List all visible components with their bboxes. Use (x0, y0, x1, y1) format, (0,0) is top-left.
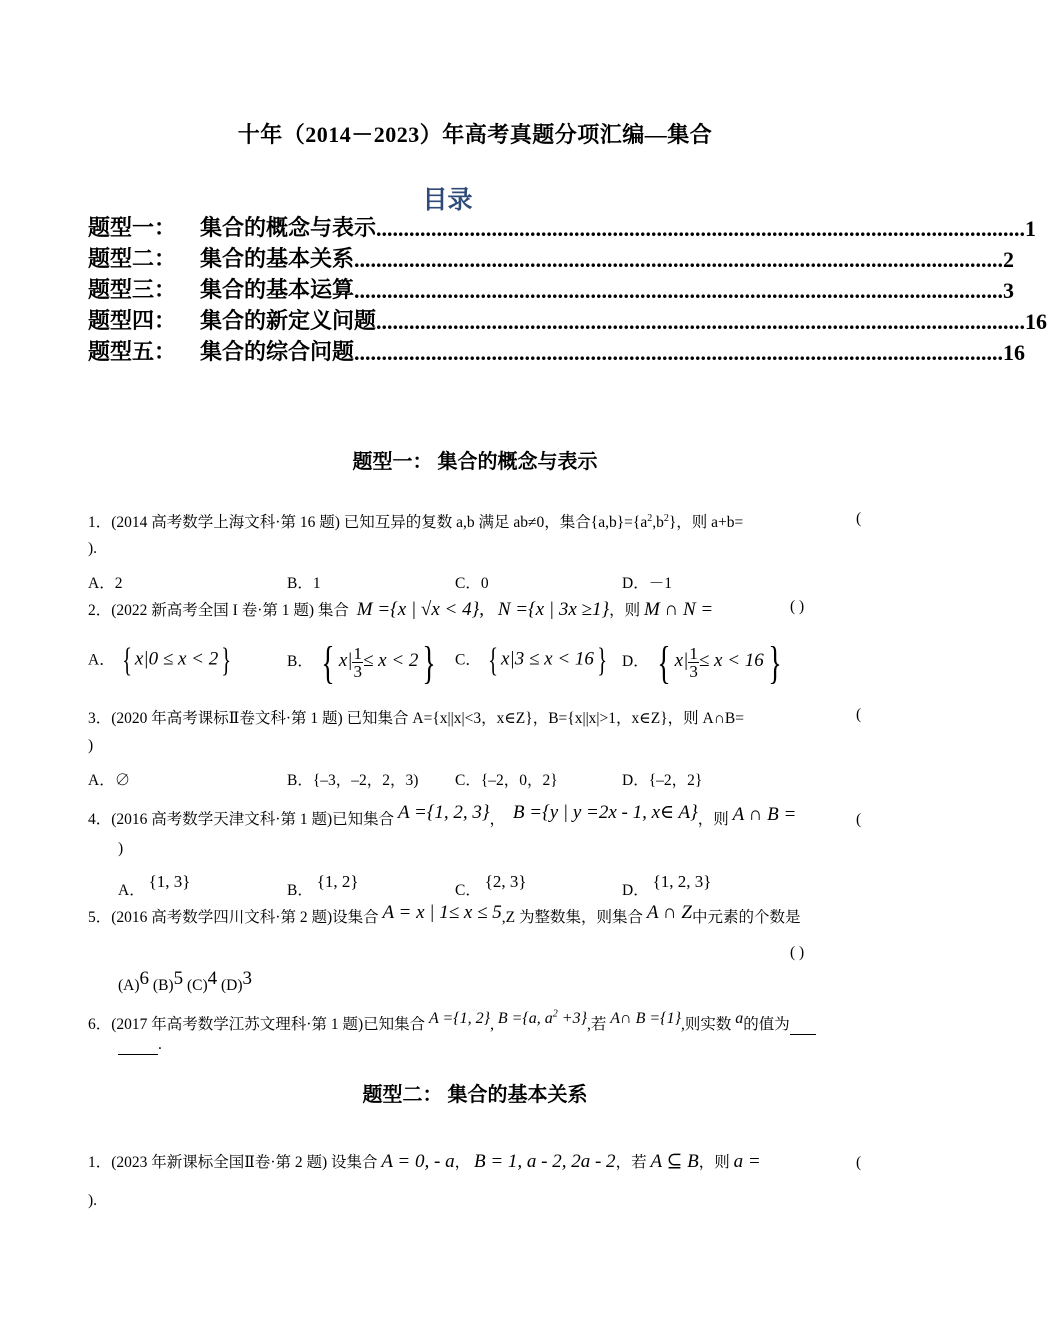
question-text: 2．(2022 新高考全国 I 卷·第 1 题) 集合 (88, 602, 349, 619)
toc-section-label: 题型二： (88, 246, 177, 271)
question-4-stem (88, 802, 797, 830)
option-c[interactable] (186, 968, 218, 994)
toc-section-label: 题型一： (88, 215, 177, 240)
toc-entry[interactable] (88, 338, 1026, 366)
option-a[interactable] (118, 968, 150, 994)
brace-icon: { (656, 637, 671, 688)
option-label: B． (287, 653, 313, 671)
question-text: ，则 (609, 602, 641, 619)
question-text: ,Z 为整数集，则集合 (501, 909, 643, 926)
math-expression: B ={a, a (497, 1010, 553, 1027)
toc-entry[interactable] (88, 214, 1037, 242)
question-text: 1．(2014 高考数学上海文科·第 16 题) 已知互异的复数 a,b 满足 ab≠0，集合{a,b}={a (88, 514, 648, 531)
option-label: C． (455, 882, 481, 899)
math-set-b: B ={a, $a^2 +3$} (497, 1008, 587, 1027)
question-2-stem (88, 598, 713, 621)
answer-blank[interactable] (118, 1036, 158, 1055)
brace-icon: } (597, 642, 607, 679)
option-b[interactable]: B．{–3，–2，2，3) (287, 772, 419, 789)
math-set-a: A ={1, 2} (429, 1010, 491, 1027)
toc-entry[interactable] (88, 276, 1015, 304)
brace-icon: } (422, 637, 437, 688)
question-text: ,若 (587, 1016, 607, 1033)
toc-page-number: 16 (1025, 309, 1047, 334)
option-b[interactable]: B．1 (287, 575, 321, 592)
option-label: A． (118, 882, 145, 899)
option-a[interactable]: A．∅ (88, 772, 131, 789)
question-text: ，若 (615, 1154, 647, 1171)
option-label: (D) (221, 977, 243, 994)
toc-section-label: 题型四： (88, 308, 177, 333)
question-text: 4．(2016 高考数学天津文科·第 1 题)已知集合 (88, 811, 395, 828)
question-5-stem (88, 902, 801, 928)
question-text-continued: ) (88, 737, 94, 754)
option-a[interactable] (118, 870, 191, 899)
math-expression: A ∩ Z (646, 902, 692, 923)
section-heading: 题型二： 集合的基本关系 (362, 1084, 588, 1106)
math-set-n: N ={x | 3x ≥1} (497, 599, 610, 620)
math-expression: x|0 ≤ x < 2 (134, 648, 219, 670)
question-1-stem (88, 1150, 761, 1173)
option-b[interactable] (152, 968, 184, 994)
brace-icon: { (121, 642, 132, 679)
question-text: 5．(2016 高考数学四川文科·第 2 题)设集合 (88, 909, 379, 926)
section-heading: 题型一： 集合的概念与表示 (352, 451, 598, 473)
math-set-a: A = 0, - a (381, 1151, 455, 1172)
question-6-stem (88, 1008, 816, 1035)
option-c[interactable] (455, 642, 610, 680)
answer-paren: ( (856, 1154, 862, 1171)
toc-section-name: 集合的概念与表示 (200, 215, 377, 240)
option-value: 5 (173, 968, 184, 989)
toc-leader-dots: ...................................................................................................................... (354, 340, 1004, 365)
brace-icon: { (321, 637, 335, 688)
question-text-continued (118, 1036, 162, 1055)
math-expression: {1, 3} (148, 872, 191, 891)
option-label: D． (622, 653, 649, 671)
option-c[interactable]: C．0 (455, 575, 489, 592)
math-set-a: A = x | 1≤ x ≤ 5 (382, 902, 502, 923)
math-expression: {1, 2, 3} (652, 872, 712, 891)
math-expression: A ∩ B = (732, 804, 797, 825)
toc-leader-dots: ...................................................................................................................... (354, 278, 1004, 303)
option-value: 6 (139, 968, 150, 989)
math-expression: M ∩ N = (643, 599, 714, 620)
question-text: ，则 (698, 1154, 730, 1171)
math-variable: a (735, 1010, 744, 1027)
question-text: 中元素的个数是 (691, 909, 801, 926)
option-d[interactable]: D．{–2，2} (622, 772, 703, 789)
option-label: A． (88, 651, 115, 669)
brace-icon: } (768, 637, 782, 688)
question-text: }，则 a+b= (668, 514, 744, 531)
option-b[interactable] (287, 636, 441, 689)
question-text: ， (489, 811, 506, 828)
question-text: ,b (652, 514, 664, 531)
answer-paren: ( ) (790, 944, 805, 961)
options-row (118, 968, 253, 996)
toc-leader-dots: ...................................................................................................................... (376, 309, 1026, 334)
toc-section-label: 题型三： (88, 277, 177, 302)
math-set-a: A ={1, 2, 3} (398, 802, 490, 823)
math-expression: {1, 2} (316, 872, 359, 891)
question-1-stem: 1．(2014 高考数学上海文科·第 16 题) 已知互异的复数 a,b 满足 ab≠0，集合$\{a,b\}=\{a^2,b^2\}$，则 a+b= (88, 512, 744, 531)
toc-entry[interactable] (88, 307, 1047, 335)
option-a[interactable] (88, 642, 235, 680)
option-label: (B) (152, 977, 174, 994)
toc-page-number: 16 (1003, 340, 1026, 365)
option-d[interactable] (622, 636, 786, 689)
math-expression: a = (733, 1151, 761, 1172)
toc-entry[interactable] (88, 245, 1015, 273)
option-d[interactable] (221, 968, 253, 994)
question-text: 1．(2023 年新课标全国Ⅱ卷·第 2 题) 设集合 (88, 1154, 378, 1171)
answer-paren: ( (856, 706, 862, 723)
brace-icon: { (487, 642, 498, 679)
option-c[interactable]: C．{–2，0，2} (455, 772, 558, 789)
math-expression: x| (674, 650, 689, 672)
option-label: (C) (186, 977, 208, 994)
brace-icon: } (221, 642, 232, 679)
answer-blank[interactable] (790, 1016, 816, 1035)
option-label: B． (287, 882, 313, 899)
toc-section-label: 题型五： (88, 339, 177, 364)
math-expression: ≤ x < 2 (362, 650, 419, 672)
option-a[interactable]: A．2 (88, 575, 123, 592)
question-text: ,则实数 (680, 1016, 732, 1033)
toc-section-name: 集合的基本运算 (200, 277, 355, 302)
question-text: ，则 (697, 811, 729, 828)
question-text-continued: ) (118, 840, 124, 857)
document-title: 十年（2014－2023）年高考真题分项汇编—集合 (237, 122, 713, 147)
option-d[interactable]: D．－1 (622, 575, 672, 592)
option-c[interactable] (455, 870, 527, 899)
math-expression: ≤ x < 16 (698, 650, 764, 672)
math-condition: A ⊆ B (650, 1151, 699, 1172)
fraction-numerator: 1 (689, 644, 698, 663)
option-label: D． (622, 882, 649, 899)
answer-paren: ( ) (790, 598, 805, 615)
option-value: 4 (207, 968, 218, 989)
question-text-continued: ). (88, 540, 98, 557)
option-label: C． (455, 651, 481, 669)
question-text: 的值为 (743, 1016, 790, 1033)
math-expression: {2, 3} (484, 872, 527, 891)
math-condition: A∩ B ={1} (610, 1010, 681, 1027)
answer-paren: ( (856, 811, 862, 828)
toc-page-number: 3 (1003, 278, 1015, 303)
math-set-b: B = 1, a - 2, 2a - 2 (473, 1151, 616, 1172)
fraction-denominator: 3 (353, 662, 362, 681)
math-expression: +3} (557, 1010, 587, 1027)
toc-heading: 目录 (422, 187, 473, 214)
option-d[interactable] (622, 870, 712, 899)
question-text: ， (454, 1154, 471, 1171)
question-text-continued: ). (88, 1192, 98, 1209)
toc-leader-dots: ...................................................................................................................... (354, 247, 1004, 272)
answer-paren: ( (856, 510, 862, 527)
question-text: 6．(2017 年高考数学江苏文理科·第 1 题)已知集合 (88, 1016, 426, 1033)
option-b[interactable] (287, 870, 359, 899)
option-label: (A) (118, 977, 140, 994)
math-set-b: B ={y | y =2x - 1, x∈ A} (512, 802, 698, 823)
question-text: , (490, 1016, 494, 1033)
math-expression: x| (338, 650, 353, 672)
toc-section-name: 集合的新定义问题 (200, 308, 377, 333)
question-text: . (158, 1036, 162, 1053)
toc-section-name: 集合的基本关系 (200, 246, 355, 271)
question-3-stem: 3．(2020 年高考课标Ⅱ卷文科·第 1 题) 已知集合 A={x||x|<3，x∈Z}，B={x||x|>1，x∈Z}，则 A∩B= (88, 710, 744, 727)
math-set-m: M ={x | √x < 4}, (356, 599, 484, 620)
toc-leader-dots: ...................................................................................................................... (376, 216, 1026, 241)
math-expression: x|3 ≤ x < 16 (501, 648, 594, 670)
toc-page-number: 1 (1025, 216, 1037, 241)
toc-section-name: 集合的综合问题 (200, 339, 355, 364)
fraction-numerator: 1 (353, 644, 362, 663)
toc-page-number: 2 (1003, 247, 1015, 272)
option-value: 3 (242, 968, 253, 989)
fraction-denominator: 3 (689, 662, 698, 681)
